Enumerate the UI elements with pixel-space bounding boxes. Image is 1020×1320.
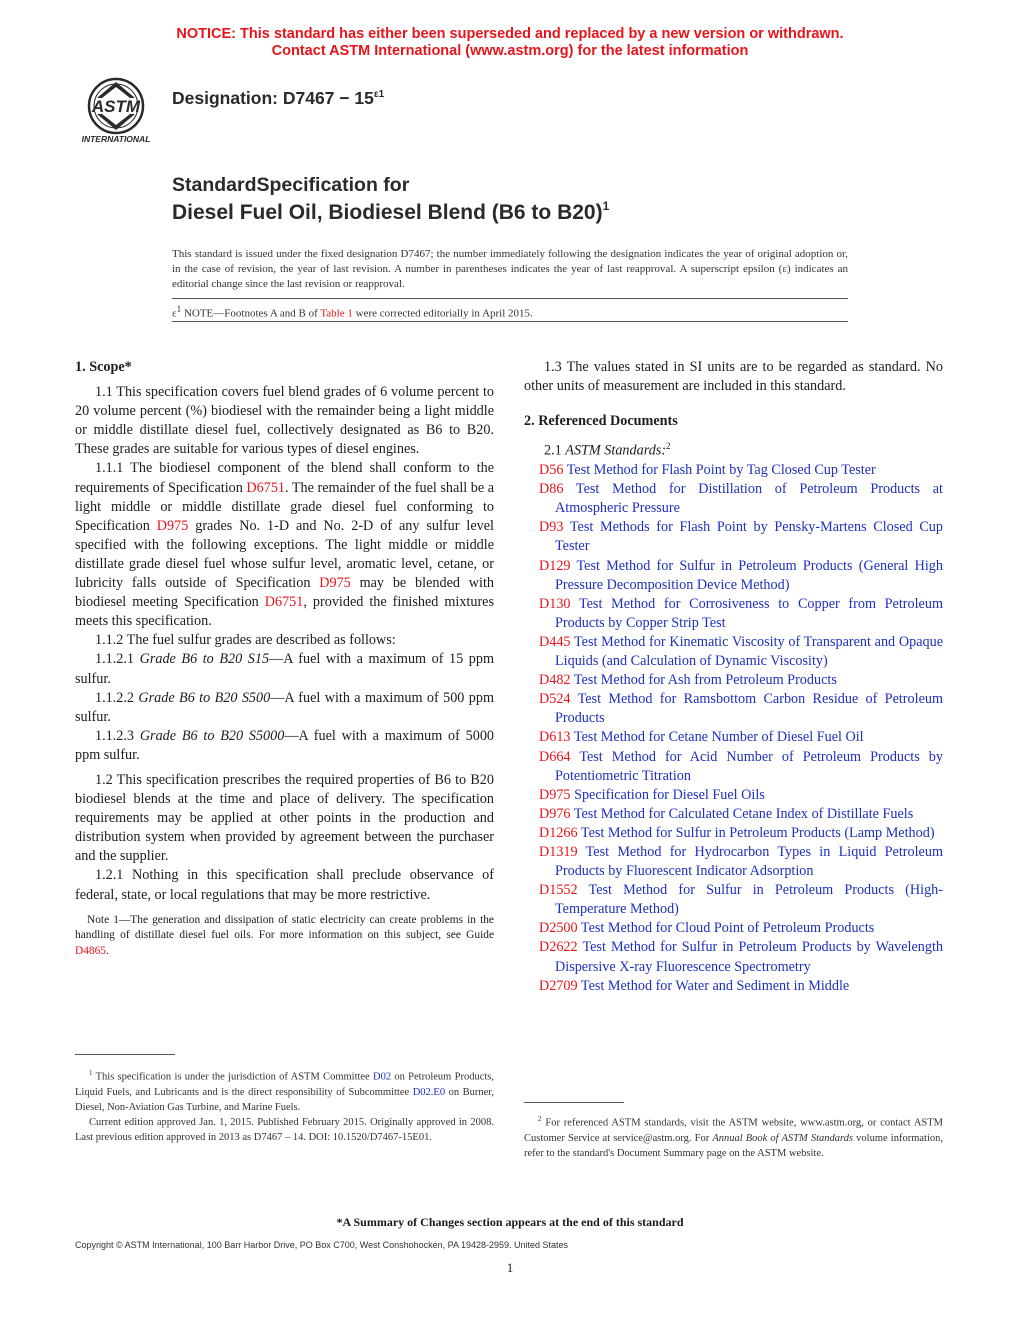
reference-title-link[interactable]: Test Method for Calculated Cetane Index of Distillate Fuels	[570, 805, 914, 822]
footnote-1-para: $^1$ This specification is under the jurisdiction of ASTM Committee D02 on Petroleum Products, Liquid Fuels, and Lubricants and is the direct responsibility of Subcommittee D02.E0 on Burner, Diesel, Non-Aviation Gas Turbine, and Marine Fuels.	[75, 1069, 494, 1113]
eps-text-2: were corrected editorially in April 2015.	[352, 307, 533, 320]
astm-logo	[70, 76, 162, 144]
footnote-2	[524, 1112, 943, 1161]
divider-bottom	[172, 321, 848, 322]
reference-code-link[interactable]: D2709	[539, 977, 578, 994]
right-column	[524, 358, 943, 996]
note-1: Note 1—The generation and dissipation of static electricity can create problems in the handling of distillate diesel fuel oils. For more information on this subject, see Guide D4865.	[75, 913, 494, 957]
reference-title-link[interactable]: Test Method for Cetane Number of Diesel Fuel Oil	[570, 729, 864, 746]
reference-code-link[interactable]: D130	[539, 595, 571, 612]
footnote-1-edition: Current edition approved Jan. 1, 2015. Published February 2015. Originally approved in 2008. Last previous edition approved in 2013 as D7467 – 14. DOI: 10.1520/D7467-15E01.	[75, 1116, 494, 1143]
title-line-2	[172, 199, 609, 225]
para-1-1-2-2: 1.1.2.2 Grade B6 to B20 S500—A fuel with a maximum of 500 ppm sulfur.	[75, 689, 494, 725]
eps-sup: 1	[176, 304, 182, 314]
astm-logo-icon	[70, 76, 162, 144]
reference-title-link[interactable]: Test Method for Sulfur in Petroleum Products (High-Temperature Method)	[555, 882, 943, 918]
para-1-1-2-1: 1.1.2.1 Grade B6 to B20 S15—A fuel with a maximum of 15 ppm sulfur.	[75, 651, 495, 687]
reference-title-link[interactable]: Test Method for Water and Sediment in Middle	[577, 977, 850, 994]
reference-code-link[interactable]: D445	[539, 633, 571, 650]
designation-sup: ε1	[373, 89, 385, 100]
link-d6751[interactable]: D6751	[264, 594, 304, 611]
divider-top	[172, 298, 848, 299]
footnote-2-para: $^2$ For referenced ASTM standards, visit the ASTM website, www.astm.org, or contact ASTM Customer Service at service@astm.org. For Annual Book of ASTM Standards volume information, refer to the standard's Document Summary page on the ASTM website.	[524, 1115, 943, 1159]
table-1-link[interactable]: Table 1	[320, 307, 353, 320]
logo-sub: INTERNATIONAL	[81, 134, 151, 144]
reference-code-link[interactable]: D93	[539, 519, 564, 536]
reference-code-link[interactable]: D664	[539, 748, 571, 765]
reference-code-link[interactable]: D2622	[539, 939, 578, 956]
reference-code-link[interactable]: D975	[539, 786, 571, 803]
reference-code-link[interactable]: D1266	[539, 824, 578, 841]
page-number: 1	[506, 1260, 514, 1275]
reference-item	[524, 805, 943, 824]
reference-item	[524, 748, 943, 786]
reference-item	[524, 728, 943, 747]
reference-title-link[interactable]: Test Method for Sulfur in Petroleum Products (Lamp Method)	[577, 824, 935, 841]
notice-line-2: Contact ASTM International (www.astm.org) for the latest information	[271, 43, 749, 59]
title-line-1: StandardSpecification for	[172, 174, 410, 196]
link-d975[interactable]: D975	[319, 575, 351, 592]
reference-title-link[interactable]: Test Method for Kinematic Viscosity of Transparent and Opaque Liquids (and Calculation of Dynamic Viscosity)	[555, 633, 943, 670]
para-1-1-1: 1.1.1 The biodiesel component of the blend shall conform to the requirements of Specification D6751. The remainder of the fuel shall be a light middle or middle distillate grade diesel fuel conforming to Specification D975 grades No. 1-D and No. 2-D of any sulfur level specified with the following exceptions. The light middle or middle distillate grade diesel fuel whose sulfur level, aromatic level, cetane, or lubricity falls outside of Specification D975 may be blended with biodiesel meeting Specification D6751, provided the finished mixtures meets this specification.	[75, 460, 495, 630]
reference-title-link[interactable]: Test Method for Cloud Point of Petroleum Products	[577, 920, 875, 937]
reference-item	[524, 480, 943, 518]
eps-symbol: ε	[172, 307, 177, 320]
reference-code-link[interactable]: D613	[539, 729, 571, 746]
para-1-1: 1.1 This specification covers fuel blend grades of 6 volume percent to 20 volume percent (%) biodiesel with the remainder being a light middle or middle distillate diesel fuel, collectively designated as B6 to B20. These grades are suitable for various types of diesel engines.	[75, 384, 494, 458]
footnote-1	[75, 1066, 494, 1145]
notice-line-1: NOTICE: This standard has either been superseded and replaced by a new version or withdrawn.	[176, 26, 844, 42]
reference-title-link[interactable]: Specification for Diesel Fuel Oils	[570, 786, 765, 803]
reference-item	[524, 881, 943, 919]
section-2-heading: 2. Referenced Documents	[524, 413, 678, 430]
reference-title-link[interactable]: Test Methods for Flash Point by Pensky-Martens Closed Cup Tester	[555, 519, 943, 555]
designation-label: Designation: D7467 − 15	[172, 88, 374, 108]
reference-code-link[interactable]: D1552	[539, 882, 578, 899]
reference-title-link[interactable]: Test Method for Hydrocarbon Types in Liquid Petroleum Products by Fluorescent Indicator Adsorption	[555, 843, 943, 880]
title-line-2-text: Diesel Fuel Oil, Biodiesel Blend (B6 to B20)	[172, 201, 603, 224]
copyright: Copyright © ASTM International, 100 Barr Harbor Drive, PO Box C700, West Conshohocken, PA 19428-2959. United States	[75, 1240, 569, 1250]
reference-title-link[interactable]: Test Method for Ramsbottom Carbon Residue of Petroleum Products	[555, 691, 943, 727]
reference-item	[524, 977, 943, 996]
reference-title-link[interactable]: Test Method for Acid Number of Petroleum Products by Potentiometric Titration	[555, 748, 943, 784]
reference-item	[524, 824, 943, 843]
reference-code-link[interactable]: D976	[539, 805, 571, 822]
logo-letters: ASTM	[91, 97, 141, 116]
reference-code-link[interactable]: D482	[539, 672, 571, 689]
reference-item	[524, 786, 943, 805]
link-d02[interactable]: D02	[373, 1071, 392, 1083]
reference-item	[524, 461, 943, 480]
summary-of-changes-note: *A Summary of Changes section appears at the end of this standard	[336, 1215, 684, 1229]
reference-title-link[interactable]: Test Method for Sulfur in Petroleum Products (General High Pressure Decomposition Device Method)	[555, 557, 943, 593]
reference-code-link[interactable]: D1319	[539, 843, 578, 860]
reference-title-link[interactable]: Test Method for Ash from Petroleum Products	[570, 672, 837, 689]
link-d02-e0[interactable]: D02.E0	[412, 1086, 446, 1098]
reference-item	[524, 557, 943, 595]
reference-item	[524, 938, 943, 976]
designation	[172, 88, 384, 109]
reference-item	[524, 633, 943, 671]
reference-code-link[interactable]: D2500	[539, 920, 578, 937]
reference-list	[524, 461, 943, 996]
reference-item	[524, 671, 943, 690]
eps-text-1: NOTE—Footnotes A and B of	[181, 307, 321, 320]
reference-title-link[interactable]: Test Method for Corrosiveness to Copper from Petroleum Products by Copper Strip Test	[555, 595, 943, 631]
reference-code-link[interactable]: D56	[539, 462, 564, 479]
para-1-1-2: 1.1.2 The fuel sulfur grades are described as follows:	[95, 632, 396, 649]
reference-item	[524, 919, 943, 938]
reference-item	[524, 690, 943, 728]
reference-code-link[interactable]: D129	[539, 557, 571, 574]
link-d6751[interactable]: D6751	[246, 479, 286, 496]
reference-item	[524, 518, 943, 556]
title-footnote-ref: 1	[602, 199, 610, 213]
para-1-1-2-3: 1.1.2.3 Grade B6 to B20 S5000—A fuel with a maximum of 5000 ppm sulfur.	[75, 727, 495, 763]
reference-code-link[interactable]: D524	[539, 691, 571, 708]
para-1-2: 1.2 This specification prescribes the required properties of B6 to B20 biodiesel blends at the time and place of delivery. The specification requirements may be applied at other points in the production and distribution system when provided by agreement between the purchaser and the supplier.	[75, 771, 494, 865]
reference-code-link[interactable]: D86	[539, 481, 564, 498]
reference-title-link[interactable]: Test Method for Flash Point by Tag Closed Cup Tester	[563, 462, 876, 479]
para-1-3: 1.3 The values stated in SI units are to be regarded as standard. No other units of measurement are included in this standard.	[524, 359, 943, 395]
link-d4865[interactable]: D4865	[75, 944, 107, 957]
link-d975[interactable]: D975	[156, 517, 189, 534]
intro-paragraph: This standard is issued under the fixed designation D7467; the number immediately following the designation indicates the year of original adoption or, in the case of revision, the year of last revision. A number in parentheses indicates the year of last reapproval. A superscript epsilon (ε) indicates an editorial change since the last revision or reapproval.	[172, 248, 848, 290]
reference-item	[524, 843, 943, 881]
withdrawn-notice	[0, 26, 1020, 60]
para-1-2-1: 1.2.1 Nothing in this specification shall preclude observance of federal, state, or local regulations that may be more restrictive.	[75, 867, 494, 903]
footnote-rule-left	[75, 1054, 175, 1055]
reference-title-link[interactable]: Test Method for Distillation of Petroleum Products at Atmospheric Pressure	[555, 481, 943, 517]
footnote-rule-right	[524, 1102, 624, 1103]
reference-item	[524, 595, 943, 633]
section-1-heading: 1. Scope*	[75, 359, 132, 375]
epsilon-note	[172, 304, 533, 320]
reference-title-link[interactable]: Test Method for Sulfur in Petroleum Products by Wavelength Dispersive X-ray Fluorescence Spectrometry	[555, 939, 943, 975]
left-column	[75, 358, 494, 959]
para-2-1: 2.1 ASTM Standards:$^2$	[544, 441, 671, 460]
